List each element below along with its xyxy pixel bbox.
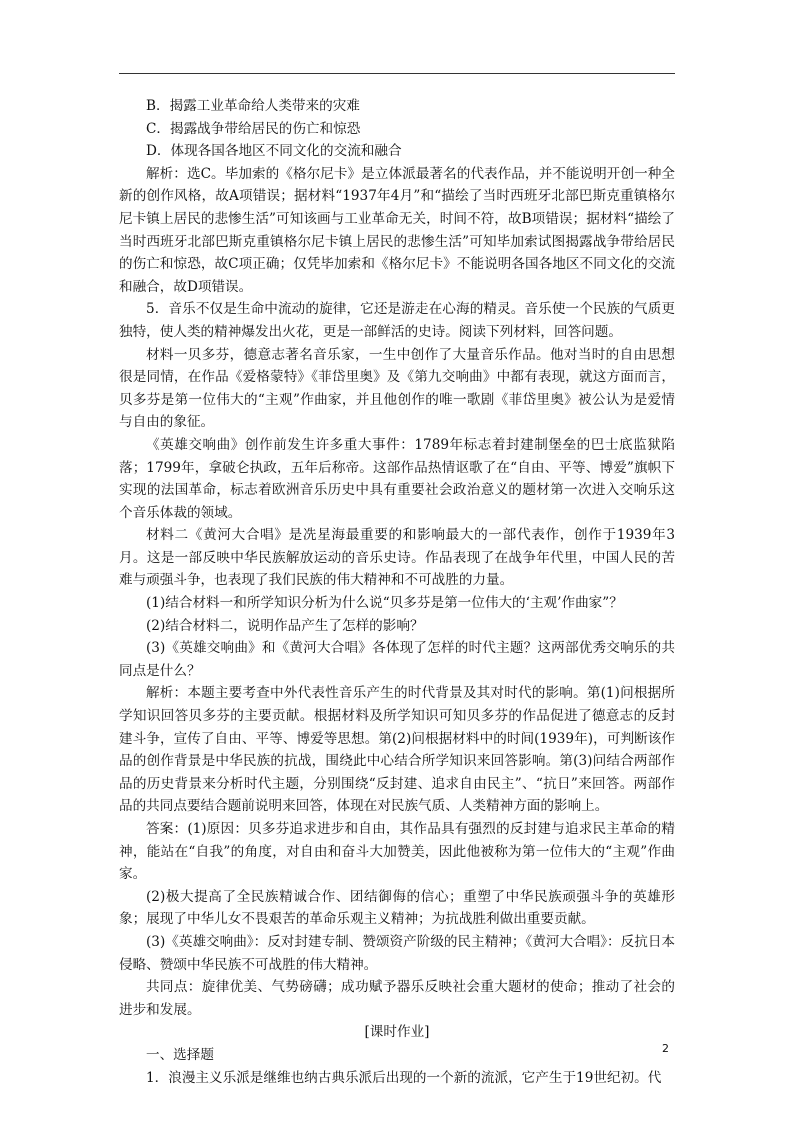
question-1: 1．浪漫主义乐派是继维也纳古典乐派后出现的一个新的流派，它产生于19世纪初。代 — [146, 1069, 662, 1086]
sub-question-3: (3)《英雄交响曲》和《黄河大合唱》各体现了怎样的时代主题？这两部优秀交响乐的共同点是什么？ — [119, 640, 675, 679]
page-number: 2 — [662, 1042, 669, 1055]
option-b: B．揭露工业革命给人类带来的灾难 — [146, 98, 360, 114]
header-rule — [119, 73, 675, 74]
sub-question-1: (1)结合材料一和所学知识分析为什么说“贝多芬是第一位伟大的‘主观’作曲家”？ — [146, 595, 623, 612]
section-title: [课时作业] — [364, 1024, 430, 1041]
answer-3: (3)《英雄交响曲》：反对封建专制、赞颂资产阶级的民主精神；《黄河大合唱》：反抗日本侵略、赞颂中华民族不可战胜的伟大精神。 — [119, 933, 676, 973]
page-content — [119, 95, 675, 1089]
option-d: D．体现各国各地区不同文化的交流和融合 — [146, 143, 402, 160]
material-2: 材料二《黄河大合唱》是冼星海最重要的和影响最大的一部代表作，创作于1939年3月。这是一部反映中华民族解放运动的音乐史诗。作品表现了在战争年代里，中国人民的苦难与顽强斗争，也表现了我们民族的伟大精神和不可战胜的力量。 — [119, 527, 675, 589]
answer-1: 答案：(1)原因：贝多芬追求进步和自由，其作品具有强烈的反封建与追求民主革命的精神，能站在“自我”的角度，对自由和奋斗大加赞美，因此他被称为第一位伟大的“主观”作曲家。 — [119, 821, 675, 883]
option-c: C．揭露战争带给居民的伤亡和惊恐 — [146, 120, 361, 137]
analysis-q5: 解析：本题主要考查中外代表性音乐产生的时代背景及其对时代的影响。第(1)问根据所学知识回答贝多芬的主要贡献。根据材料及所学知识可知贝多芬的作品促进了德意志的反封建斗争，宣传了自由、平等、博爱等思想。第(2)问根据材料中的时间(1939年)，可判断该作品的创作背景是中华民族的抗战，围绕此中心结合所学知识来回答影响。第(3)问结合两部作品的历史背景来分析时代主题，分别围绕“反封建、追求自由民主”、“抗日”来回答。两部作品的共同点要结合题前说明来回答，体现在对民族气质、人类精神方面的影响上。 — [119, 685, 675, 815]
sub-question-2: (2)结合材料二，说明作品产生了怎样的影响？ — [146, 617, 424, 634]
answer-2: (2)极大提高了全民族精诚合作、团结御侮的信心；重塑了中华民族顽强斗争的英雄形象；展现了中华儿女不畏艰苦的革命乐观主义精神；为抗战胜利做出重要贡献。 — [119, 888, 675, 928]
analysis-q4: 解析：选C。毕加索的《格尔尼卡》是立体派最著名的代表作品，并不能说明开创一种全新的创作风格，故A项错误；据材料“1937年4月”和“描绘了当时西班牙北部巴斯克重镇格尔尼卡镇上居民的悲惨生活”可知该画与工业革命无关，时间不符，故B项错误；据材料“描绘了当时西班牙北部巴斯克重镇格尔尼卡镇上居民的悲惨生活”可知毕加索试图揭露战争带给居民的伤亡和惊恐，故C项正确；仅凭毕加索和《格尔尼卡》不能说明各国各地区不同文化的交流和融合，故D项错误。 — [119, 165, 675, 295]
question-5-intro: 5．音乐不仅是生命中流动的旋律，它还是游走在心海的精灵。音乐使一个民族的气质更独特，使人类的精神爆发出火花，更是一部鲜活的史诗。阅读下列材料，回答问题。 — [119, 301, 675, 340]
common-points: 共同点：旋律优美、气势磅礴；成功赋予器乐反映社会重大题材的使命；推动了社会的进步和发展。 — [119, 979, 675, 1018]
part-heading: 一、选择题 — [146, 1046, 214, 1063]
material-1-paragraph-b: 《英雄交响曲》创作前发生许多重大事件：1789年标志着封建制堡垒的巴士底监狱陷落；1799年，拿破仑执政，五年后称帝。这部作品热情讴歌了在“自由、平等、博爱”旗帜下实现的法国革命，标志着欧洲音乐历史中具有重要社会政治意义的题材第一次进入交响乐这个音乐体裁的领域。 — [119, 436, 675, 521]
material-1-paragraph-a: 材料一贝多芬，德意志著名音乐家，一生中创作了大量音乐作品。他对当时的自由思想很是同情，在作品《爱格蒙特》《菲岱里奥》及《第九交响曲》中都有表现，就这方面而言，贝多芬是第一位伟大的“主观”作曲家，并且他创作的唯一歌剧《菲岱里奥》被公认为是爱情与自由的象征。 — [119, 346, 675, 431]
